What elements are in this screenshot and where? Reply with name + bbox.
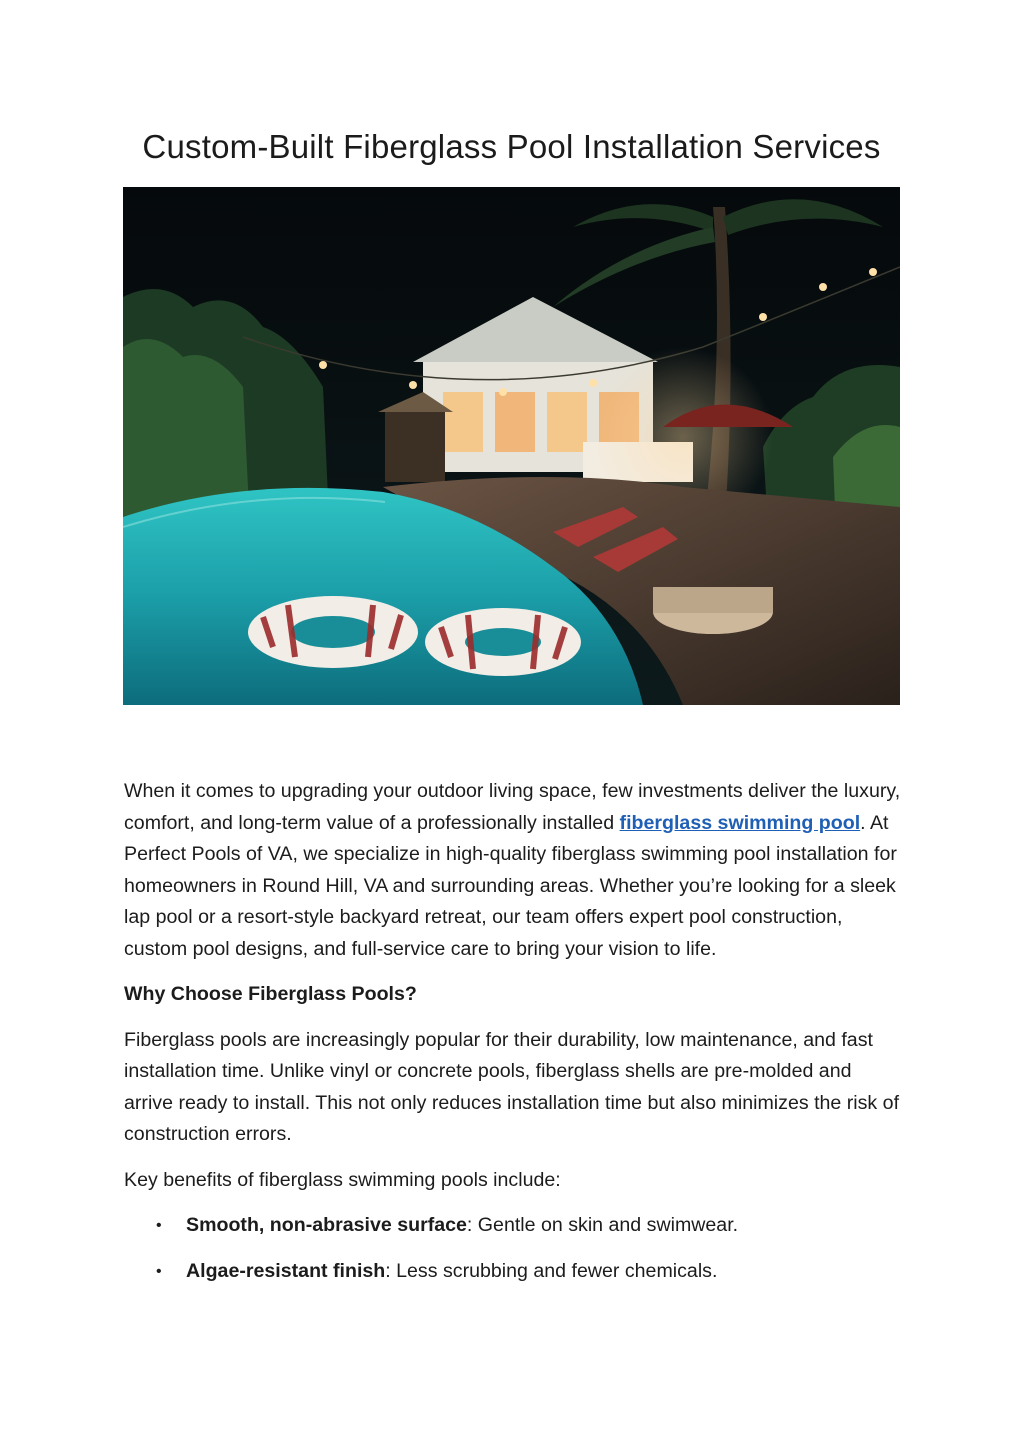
- bullet-icon: •: [156, 1262, 162, 1280]
- fiberglass-swimming-pool-link[interactable]: fiberglass swimming pool: [619, 811, 861, 834]
- benefits-intro: Key benefits of fiberglass swimming pools include:: [124, 1168, 561, 1191]
- intro-paragraph: [124, 776, 904, 965]
- article-body: [124, 776, 904, 1301]
- benefits-list: [124, 1210, 904, 1287]
- bullet-icon: •: [156, 1217, 162, 1234]
- benefit-term: Algae-resistant finish: [186, 1259, 386, 1282]
- pool-night-photo: [123, 187, 900, 705]
- list-item: [124, 1256, 904, 1288]
- section-heading: Why Choose Fiberglass Pools?: [124, 983, 417, 1005]
- benefit-description: : Gentle on skin and swimwear.: [466, 1214, 739, 1236]
- intro-text-start: When it comes to upgrading your outdoor living space, few investments deliver the luxury, comfort, and long-term value of a professionally installed: [124, 780, 901, 834]
- intro-text-end: . At Perfect Pools of VA, we specialize in high-quality fiberglass swimming pool installation for homeowners in Round Hill, VA and surrounding areas. Whether you’re looking for a sleek lap pool or a resort-style backyard retreat, our team offers expert pool construction, custom pool designs, and full-service care to bring your vision to life.: [124, 811, 897, 960]
- list-item: [124, 1210, 904, 1242]
- benefit-description: : Less scrubbing and fewer chemicals.: [385, 1259, 718, 1282]
- section-paragraph: Fiberglass pools are increasingly popular for their durability, low maintenance, and fast installation time. Unlike vinyl or concrete pools, fiberglass shells are pre-molded and arrive ready to install. This not only reduces installation time but also minimizes the risk of construction errors.: [124, 1028, 900, 1145]
- benefit-term: Smooth, non-abrasive surface: [186, 1214, 467, 1236]
- page-title: Custom-Built Fiberglass Pool Installation Services: [142, 128, 881, 165]
